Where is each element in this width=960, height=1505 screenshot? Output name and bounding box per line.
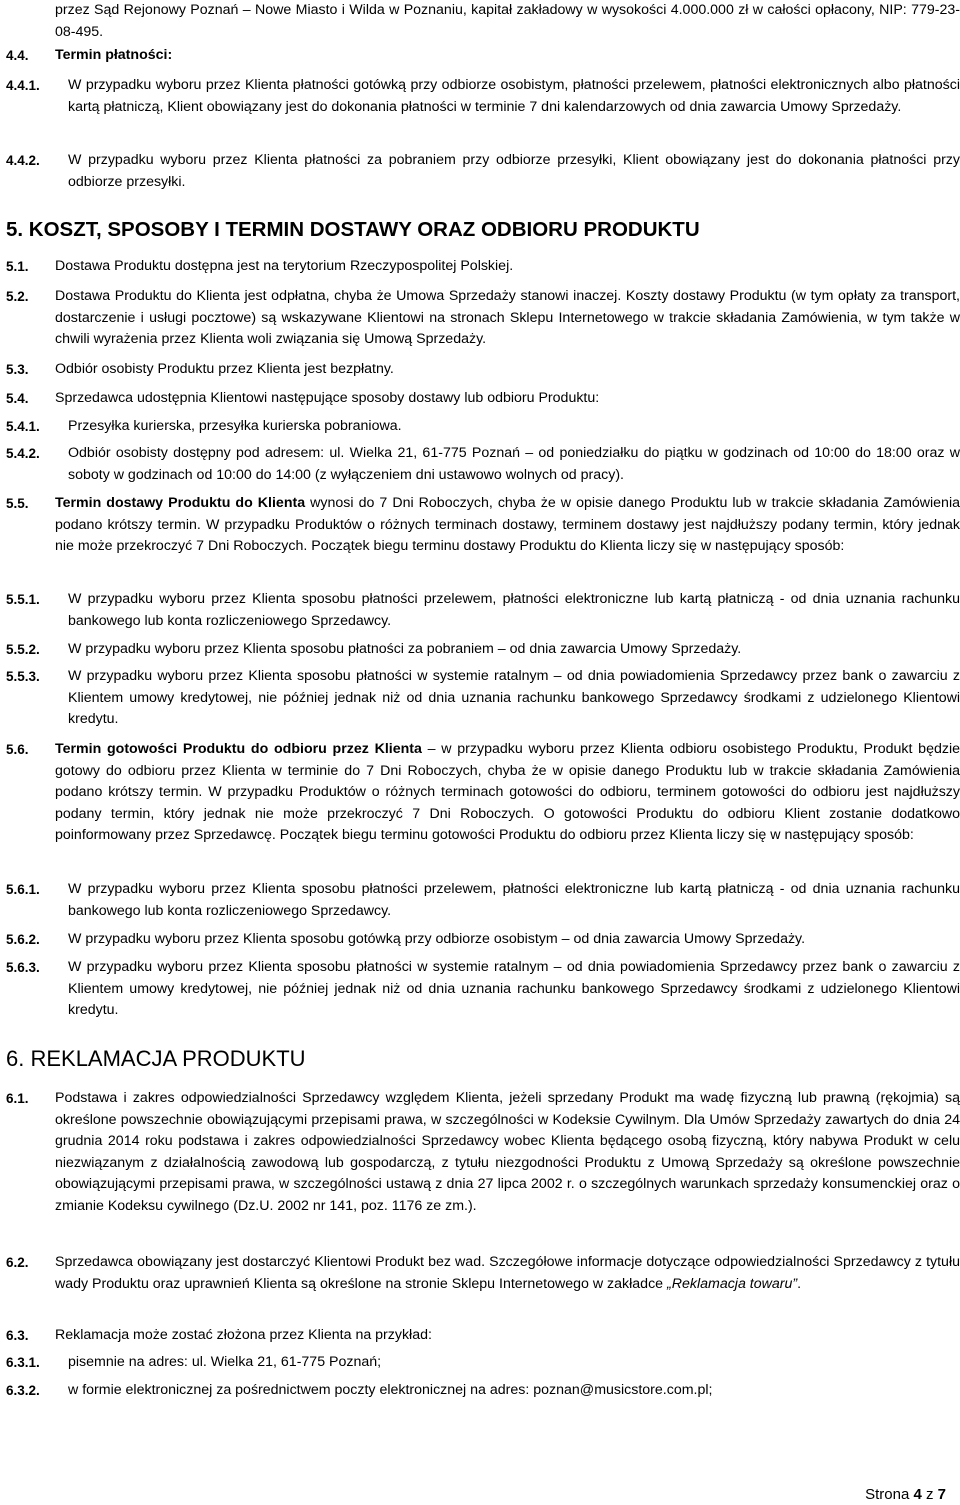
section-text: Dostawa Produktu do Klienta jest odpłatna, chyba że Umowa Sprzedaży stanowi inaczej. Koszty dostawy Produktu (w tym opłaty za transport, dostarczenie i usługi pocztowe) są wskazywane Klientowi na stronach Sklepu Internetowego w trakcie składania Zamówienia, w tym także w chwili wyrażenia przez Klienta woli związania się Umową Sprzedaży. — [55, 288, 960, 347]
section-number: 4.4.1. — [6, 78, 40, 93]
section-text: Odbiór osobisty dostępny pod adresem: ul. Wielka 21, 61-775 Poznań – od poniedziałku do piątku w godzinach od 10:00 do 18:00 oraz w soboty w godzinach od 10:00 do 14:00 (z wyłączeniem dni ustawowo wolnych od pracy). — [68, 445, 960, 483]
section-text: W przypadku wyboru przez Klienta sposobu gotówką przy odbiorze osobistym – od dnia zawarcia Umowy Sprzedaży. — [68, 931, 806, 947]
section-number: 5.5. — [6, 496, 29, 511]
heading-section-5: 5. KOSZT, SPOSOBY I TERMIN DOSTAWY ORAZ ODBIORU PRODUKTU — [6, 218, 700, 241]
section-body: wynosi do 7 Dni Roboczych, chyba że w opisie danego Produktu lub w trakcie składania Zamówienia podano krótszy termin. W przypadku Produktów o różnych terminach dostawy, terminem dostawy jest najdłuższy podany termin, który jednak nie może przekroczyć 7 Dni Roboczych. Początek biegu terminu dostawy Produktu do Klienta liczy się w następujący sposób: — [55, 495, 960, 554]
section-number: 5.6. — [6, 742, 29, 757]
section-text: Reklamacja może zostać złożona przez Klienta na przykład: — [55, 1327, 432, 1343]
section-number: 4.4.2. — [6, 153, 40, 168]
heading-section-6: 6. REKLAMACJA PRODUKTU — [6, 1046, 306, 1071]
section-text: w formie elektronicznej za pośrednictwem poczty elektronicznej na adres: poznan@musicstore.com.pl; — [68, 1382, 713, 1398]
section-body: Sprzedawca obowiązany jest dostarczyć Klientowi Produkt bez wad. Szczegółowe informacje dotyczące odpowiedzialności Sprzedawcy z tytułu wady Produktu oraz uprawnień Klienta są określone na stronie Sklepu Internetowego w zakładce — [55, 1254, 960, 1292]
section-body: – w przypadku wyboru przez Klienta odbioru osobistego Produktu, Produkt będzie gotowy do odbioru przez Klienta w terminie do 7 Dni Roboczych, chyba że w opisie danego Produktu lub w trakcie składania Zamówienia podano krótszy termin. W przypadku Produktów o różnych terminach gotowości do odbioru, terminem gotowości do odbioru jest najdłuższy podany termin, który jednak nie może przekroczyć 7 Dni Roboczych. O gotowości Produktu do odbioru Klient zostanie dodatkowo poinformowany przez Sprzedawcę. Początek biegu terminu gotowości Produktu do odbioru przez Klienta liczy się w następujący sposób: — [55, 741, 960, 843]
section-lead: Termin dostawy Produktu do Klienta — [55, 495, 306, 511]
section-number: 5.1. — [6, 259, 29, 274]
footer-page: 4 — [913, 1486, 922, 1503]
tab-name-link: „Reklamacja towaru” — [667, 1275, 798, 1292]
section-number: 5.3. — [6, 362, 29, 377]
section-text: Odbiór osobisty Produktu przez Klienta jest bezpłatny. — [55, 361, 394, 377]
section-text — [55, 493, 960, 558]
footer-sep: z — [925, 1486, 934, 1503]
section-lead: Termin gotowości Produktu do odbioru przez Klienta — [55, 741, 422, 757]
section-number: 5.6.3. — [6, 960, 40, 975]
section-number: 6.3. — [6, 1328, 29, 1343]
section-number: 6.3.2. — [6, 1383, 40, 1398]
section-text: W przypadku wyboru przez Klienta sposobu płatności przelewem, płatności elektroniczne lub kartą płatniczą - od dnia uznania rachunku bankowego lub konta rozliczeniowego Sprzedawcy. — [68, 591, 960, 629]
section-text: Sprzedawca udostępnia Klientowi następujące sposoby dostawy lub odbioru Produktu: — [55, 390, 600, 406]
section-text: W przypadku wyboru przez Klienta sposobu płatności przelewem, płatności elektroniczne lub kartą płatniczą - od dnia uznania rachunku bankowego lub konta rozliczeniowego Sprzedawcy. — [68, 881, 960, 919]
section-end: . — [797, 1275, 802, 1292]
section-number: 5.6.1. — [6, 882, 40, 897]
section-text: W przypadku wyboru przez Klienta płatności gotówką przy odbiorze osobistym, płatności przelewem, płatności elektronicznych albo płatności kartą płatniczą, Klient obowiązany jest do dokonania płatności w terminie 7 dni kalendarzowych od dnia zawarcia Umowy Sprzedaży. — [68, 77, 960, 115]
section-text — [55, 739, 960, 847]
section-text: W przypadku wyboru przez Klienta sposobu płatności w systemie ratalnym – od dnia powiadomienia Sprzedawcy przez bank o zawarciu z Klientem umowy kredytowej, nie później jednak niż od dnia uznania rachunku bankowego Sprzedawcy środkami z udzielonego Klientowi kredytu. — [68, 959, 960, 1018]
section-number: 5.4.1. — [6, 419, 40, 434]
intro-text: przez Sąd Rejonowy Poznań – Nowe Miasto i Wilda w Poznaniu, kapitał zakładowy w wysokości 4.000.000 zł w całości opłacony, NIP: 779-23-08-495. — [55, 2, 960, 40]
section-text: W przypadku wyboru przez Klienta sposobu płatności za pobraniem – od dnia zawarcia Umowy Sprzedaży. — [68, 641, 742, 657]
section-number: 6.1. — [6, 1091, 29, 1106]
page-footer — [865, 1486, 946, 1503]
section-text: Podstawa i zakres odpowiedzialności Sprzedawcy względem Klienta, jeżeli sprzedany Produkt ma wadę fizyczną lub prawną (rękojmia) są określone powszechnie obowiązującymi przepisami prawa, w szczególności w Kodeksie Cywilnym. Dla Umów Sprzedaży zawartych do dnia 24 grudnia 2014 roku podstawa i zakres odpowiedzialności Sprzedawcy wobec Klienta będącego osobą fizyczną, który nabywa Produkt w celu niezwiązanym z działalnością zawodową lub gospodarczą, z tytułu niezgodności Produktu z Umową Sprzedaży są określone powszechnie obowiązującymi przepisami prawa, w szczególności ustawą z dnia 27 lipca 2002 r. o szczególnych warunkach sprzedaży konsumenckiej oraz o zmianie Kodeksu cywilnego (Dz.U. 2002 nr 141, poz. 1176 ze zm.). — [55, 1090, 960, 1214]
section-text — [55, 1252, 960, 1295]
section-text: W przypadku wyboru przez Klienta sposobu płatności w systemie ratalnym – od dnia powiadomienia Sprzedawcy przez bank o zawarciu z Klientem umowy kredytowej, nie później jednak niż od dnia uznania rachunku bankowego Sprzedawcy środkami z udzielonego Klientowi kredytu. — [68, 668, 960, 727]
footer-total: 7 — [937, 1486, 946, 1503]
footer-label: Strona — [865, 1486, 910, 1503]
section-number: 5.6.2. — [6, 932, 40, 947]
section-number: 6.2. — [6, 1255, 29, 1270]
section-number: 5.2. — [6, 289, 29, 304]
section-number: 6.3.1. — [6, 1355, 40, 1370]
section-text: W przypadku wyboru przez Klienta płatności za pobraniem przy odbiorze przesyłki, Klient obowiązany jest do dokonania płatności przy odbiorze przesyłki. — [68, 152, 960, 190]
section-title: Termin płatności: — [55, 47, 173, 63]
section-number: 5.5.2. — [6, 642, 40, 657]
section-text: pisemnie na adres: ul. Wielka 21, 61-775 Poznań; — [68, 1354, 382, 1370]
section-number: 4.4. — [6, 48, 29, 63]
section-number: 5.4.2. — [6, 446, 40, 461]
section-number: 5.5.1. — [6, 592, 40, 607]
section-text: Dostawa Produktu dostępna jest na terytorium Rzeczypospolitej Polskiej. — [55, 258, 514, 274]
section-number: 5.4. — [6, 391, 29, 406]
section-text: Przesyłka kurierska, przesyłka kurierska pobraniowa. — [68, 418, 402, 434]
section-number: 5.5.3. — [6, 669, 40, 684]
